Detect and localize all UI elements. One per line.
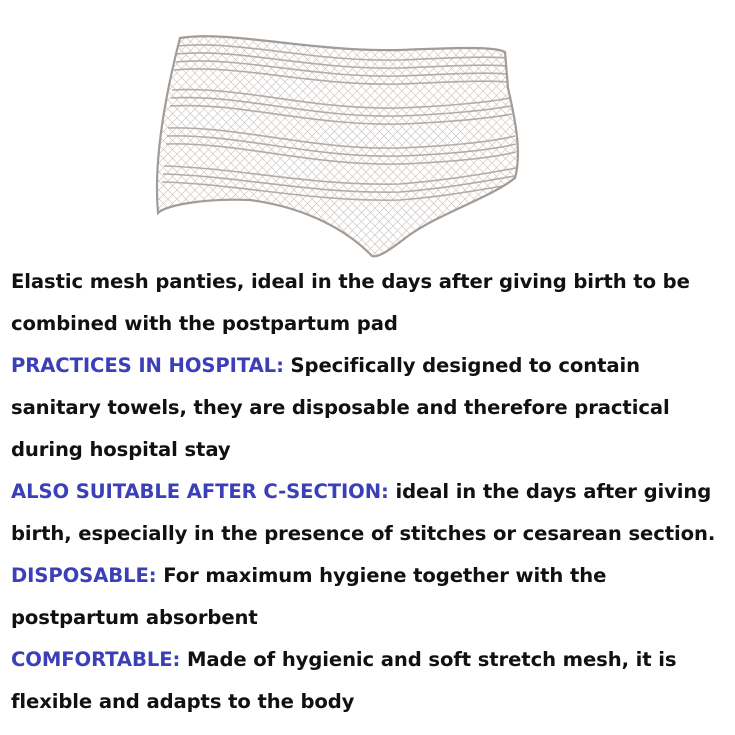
feature-heading: DISPOSABLE: bbox=[11, 564, 157, 587]
product-description bbox=[11, 261, 733, 723]
feature-comfortable bbox=[11, 639, 733, 723]
feature-text: For maximum hygiene together with the postpartum absorbent bbox=[11, 564, 607, 629]
feature-text: Specifically designed to contain sanitary towels, they are disposable and therefore practical during hospital stay bbox=[11, 354, 670, 461]
feature-text: ideal in the days after giving birth, especially in the presence of stitches or cesarean section. bbox=[11, 480, 716, 545]
feature-heading: COMFORTABLE: bbox=[11, 648, 181, 671]
mesh-panties-illustration bbox=[150, 28, 520, 260]
feature-heading: ALSO SUITABLE AFTER C-SECTION: bbox=[11, 480, 389, 503]
feature-text: Made of hygienic and soft stretch mesh, it is flexible and adapts to the body bbox=[11, 648, 677, 713]
feature-c-section bbox=[11, 471, 733, 555]
feature-disposable bbox=[11, 555, 733, 639]
feature-heading: PRACTICES IN HOSPITAL: bbox=[11, 354, 284, 377]
feature-hospital bbox=[11, 345, 733, 471]
intro-text: Elastic mesh panties, ideal in the days after giving birth to be combined with the postpartum pad bbox=[11, 270, 690, 335]
